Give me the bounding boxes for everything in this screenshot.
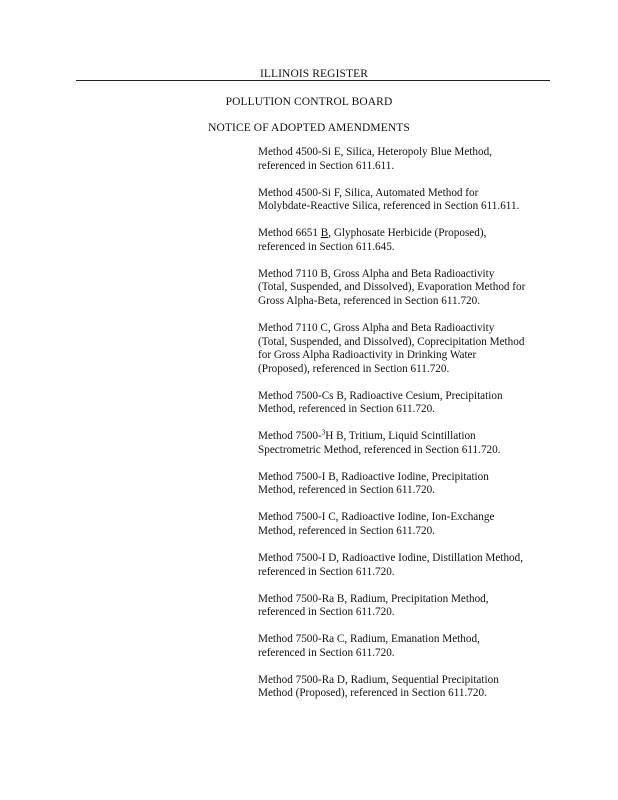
method-entry: Method 7110 C, Gross Alpha and Beta Radioactivity (Total, Suspended, and Dissolved), Coprecipitation Method for Gross Alpha Radioactivity in Drinking Water (Proposed), referenced in Section 611.720. <box>258 321 525 375</box>
method-entry: Method 7500-Ra C, Radium, Emanation Method, referenced in Section 611.720. <box>258 633 480 659</box>
method-entry <box>258 430 558 457</box>
entry-text: Method 7500- <box>258 430 322 443</box>
method-entry: Method 7500-I D, Radioactive Iodine, Distillation Method, referenced in Section 611.720. <box>258 551 524 578</box>
board-title: POLLUTION CONTROL BOARD <box>225 96 393 108</box>
entry-text: H B, Tritium, Liquid Scintillation Spectrometric Method, referenced in Section 611.720. <box>258 430 501 456</box>
method-entry: Method 7500-Cs B, Radioactive Cesium, Precipitation Method, referenced in Section 611.720. <box>258 389 503 416</box>
superscript: 3 <box>321 428 326 437</box>
entry-text: Method 6651 <box>258 227 321 240</box>
method-entry <box>258 227 558 254</box>
method-entry: Method 4500-Si F, Silica, Automated Method for Molybdate-Reactive Silica, referenced in Section 611.611. <box>258 186 520 213</box>
method-entry: Method 7110 B, Gross Alpha and Beta Radioactivity (Total, Suspended, and Dissolved), Evaporation Method for Gross Alpha-Beta, referenced in Section 611.720. <box>258 267 526 307</box>
notice-title: NOTICE OF ADOPTED AMENDMENTS <box>208 122 410 134</box>
method-entry: Method 4500-Si E, Silica, Heteropoly Blue Method, referenced in Section 611.611. <box>258 146 492 172</box>
method-entry: Method 7500-I B, Radioactive Iodine, Precipitation Method, referenced in Section 611.720. <box>258 470 489 497</box>
underlined-insertion: B <box>320 227 329 240</box>
method-list <box>258 146 558 714</box>
method-entry: Method 7500-Ra D, Radium, Sequential Precipitation Method (Proposed), referenced in Section 611.720. <box>258 673 499 700</box>
method-entry: Method 7500-Ra B, Radium, Precipitation Method, referenced in Section 611.720. <box>258 592 489 619</box>
method-entry: Method 7500-I C, Radioactive Iodine, Ion-Exchange Method, referenced in Section 611.720. <box>258 511 495 537</box>
register-title: ILLINOIS REGISTER <box>259 68 369 80</box>
entry-text: , Glyphosate Herbicide (Proposed), referenced in Section 611.645. <box>258 227 487 253</box>
